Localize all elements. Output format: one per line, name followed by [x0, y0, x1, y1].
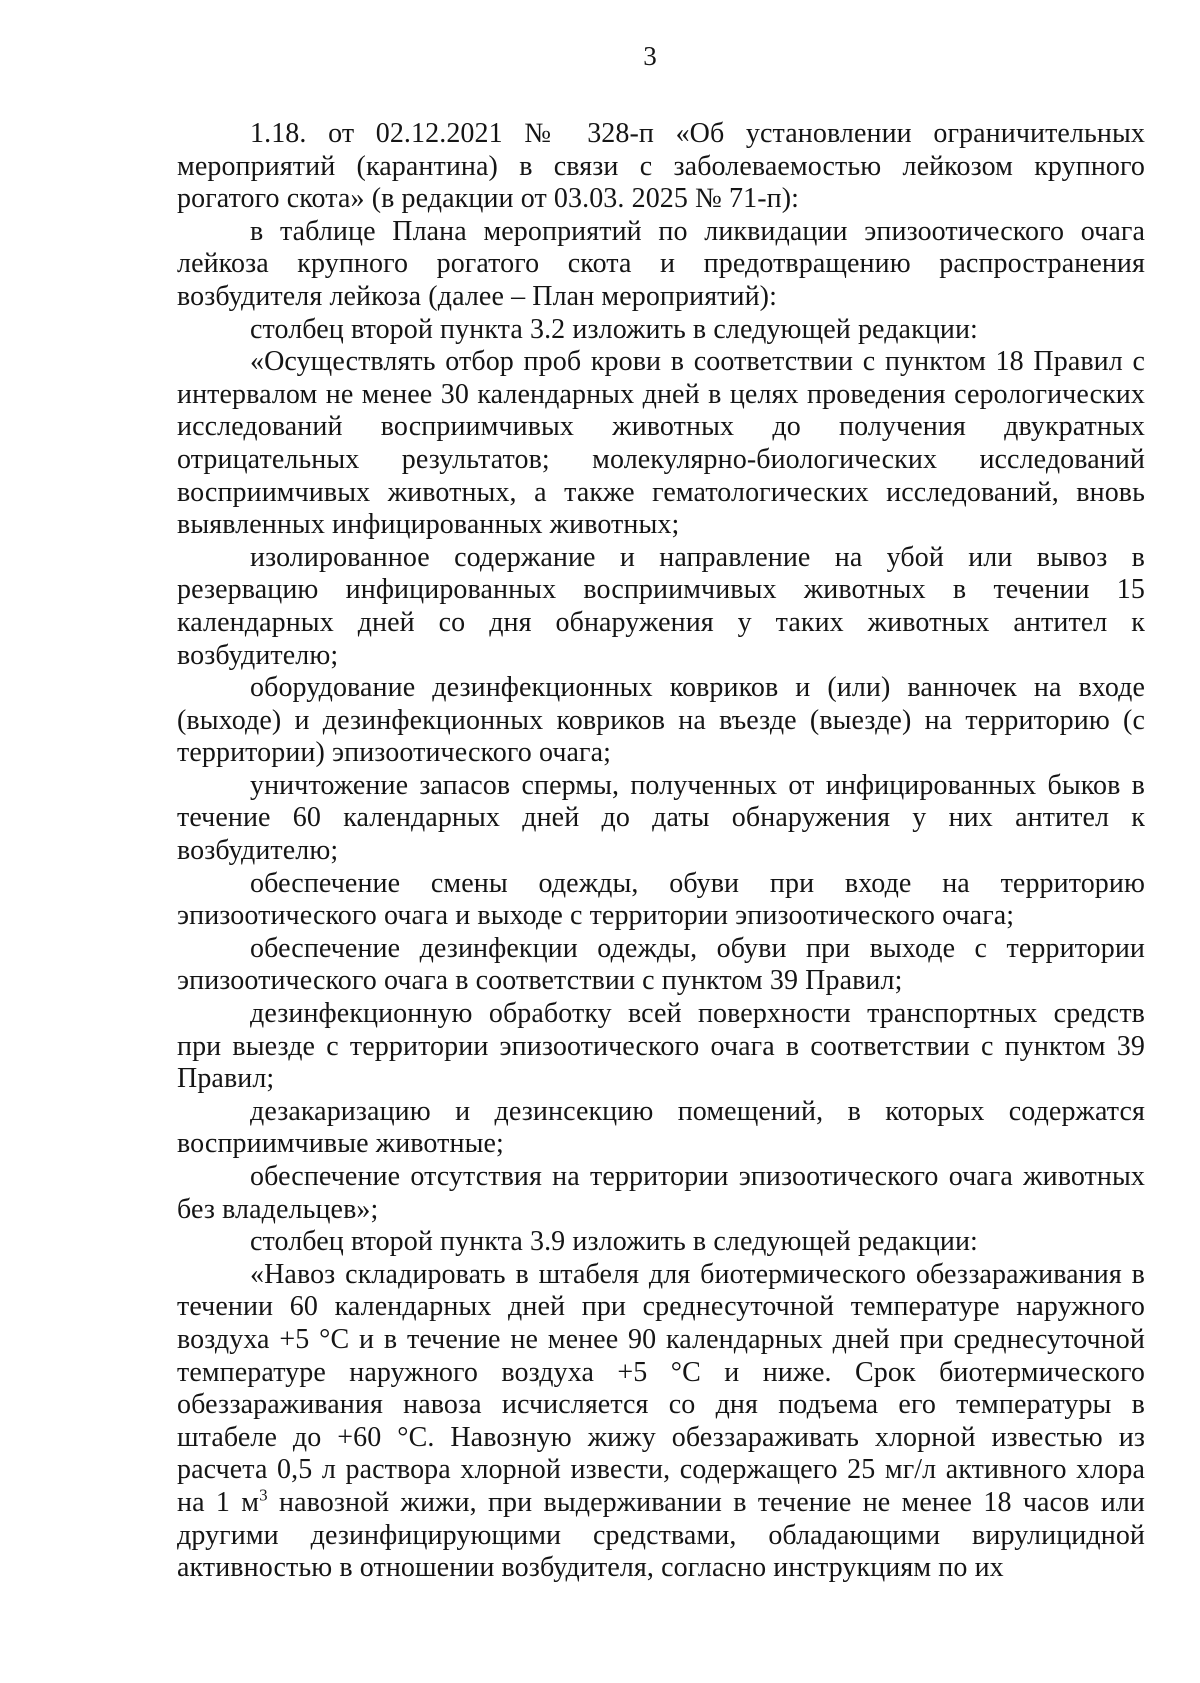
paragraph-ownerless-animals: обеспечение отсутствия на территории эпизоотического очага животных без владельцев»; — [177, 1161, 1145, 1225]
paragraph-amendment-1-18: 1.18. от 02.12.2021 № 328-п «Об установлении ограничительных мероприятий (карантина) в связи с заболеваемостью лейкозом крупного рогатого скота» (в редакции от 03.03. 2025 № 71-п): — [177, 118, 1145, 215]
paragraph-blood-sampling: «Осуществлять отбор проб крови в соответствии с пунктом 18 Правил с интервалом не менее 30 календарных дней в целях проведения серологических исследований восприимчивых животных до получения двукратных отрицательных результатов; молекулярно-биологических исследований восприимчивых животных, а также гематологических исследований, вновь выявленных инфицированных животных; — [177, 346, 1145, 541]
manure-text-part-2: навозной жижи, при выдерживании в течение не менее 18 часов или другими дезинфицирующими средствами, обладающими вирулицидной активностью в отношении возбудителя, согласно инструкциям по их — [177, 1486, 1145, 1584]
paragraph-column-3-2-heading: столбец второй пункта 3.2 изложить в следующей редакции: — [250, 313, 978, 345]
paragraph-manure-storage — [177, 1259, 1145, 1585]
paragraph-isolation: изолированное содержание и направление на убой или вывоз в резервацию инфицированных восприимчивых животных в течении 15 календарных дней со дня обнаружения у таких животных антител к возбудителю; — [177, 541, 1145, 671]
paragraph-clothing-disinfection: обеспечение дезинфекции одежды, обуви при выходе с территории эпизоотического очага в соответствии с пунктом 39 Правил; — [177, 932, 1145, 997]
paragraph-disinfection-mats: оборудование дезинфекционных ковриков и (или) ванночек на входе (выходе) и дезинфекционных ковриков на въезде (выезде) на территорию (с территории) эпизоотического очага; — [177, 672, 1145, 769]
manure-text-part-1: «Навоз складировать в штабеля для биотермического обеззараживания в течении 60 календарных дней при среднесуточной температуре наружного воздуха +5 °С и в течение не менее 90 календарных дней при среднесуточной температуре наружного воздуха +5 °С и ниже. Срок биотермического обеззараживания навоза исчисляется со дня подъема его температуры в штабеле до +60 °С. Навозную жижу обеззараживать хлорной известью из расчета 0,5 л раствора хлорной извести, содержащего 25 мг/л активного хлора на 1 м — [177, 1258, 1145, 1518]
cubic-superscript: 3 — [259, 1485, 268, 1505]
paragraph-clothing-change: обеспечение смены одежды, обуви при входе на территорию эпизоотического очага и выходе с территории эпизоотического очага; — [177, 867, 1145, 932]
paragraph-plan-table: в таблице Плана мероприятий по ликвидации эпизоотического очага лейкоза крупного рогатого скота и предотвращению распространения возбудителя лейкоза (далее – План мероприятий): — [177, 215, 1145, 312]
paragraph-vehicle-disinfection: дезинфекционную обработку всей поверхности транспортных средств при выезде с территории эпизоотического очага в соответствии с пунктом 39 Правил; — [177, 998, 1145, 1095]
paragraph-acaricide-treatment: дезакаризацию и дезинсекцию помещений, в которых содержатся восприимчивые животные; — [177, 1095, 1145, 1160]
paragraph-column-3-9-heading: столбец второй пункта 3.9 изложить в следующей редакции: — [250, 1226, 978, 1258]
page-number: 3 — [643, 41, 657, 71]
paragraph-sperm-destruction: уничтожение запасов спермы, полученных от инфицированных быков в течение 60 календарных дней до даты обнаружения у них антител к возбудителю; — [177, 769, 1145, 867]
document-body — [177, 118, 1145, 1585]
